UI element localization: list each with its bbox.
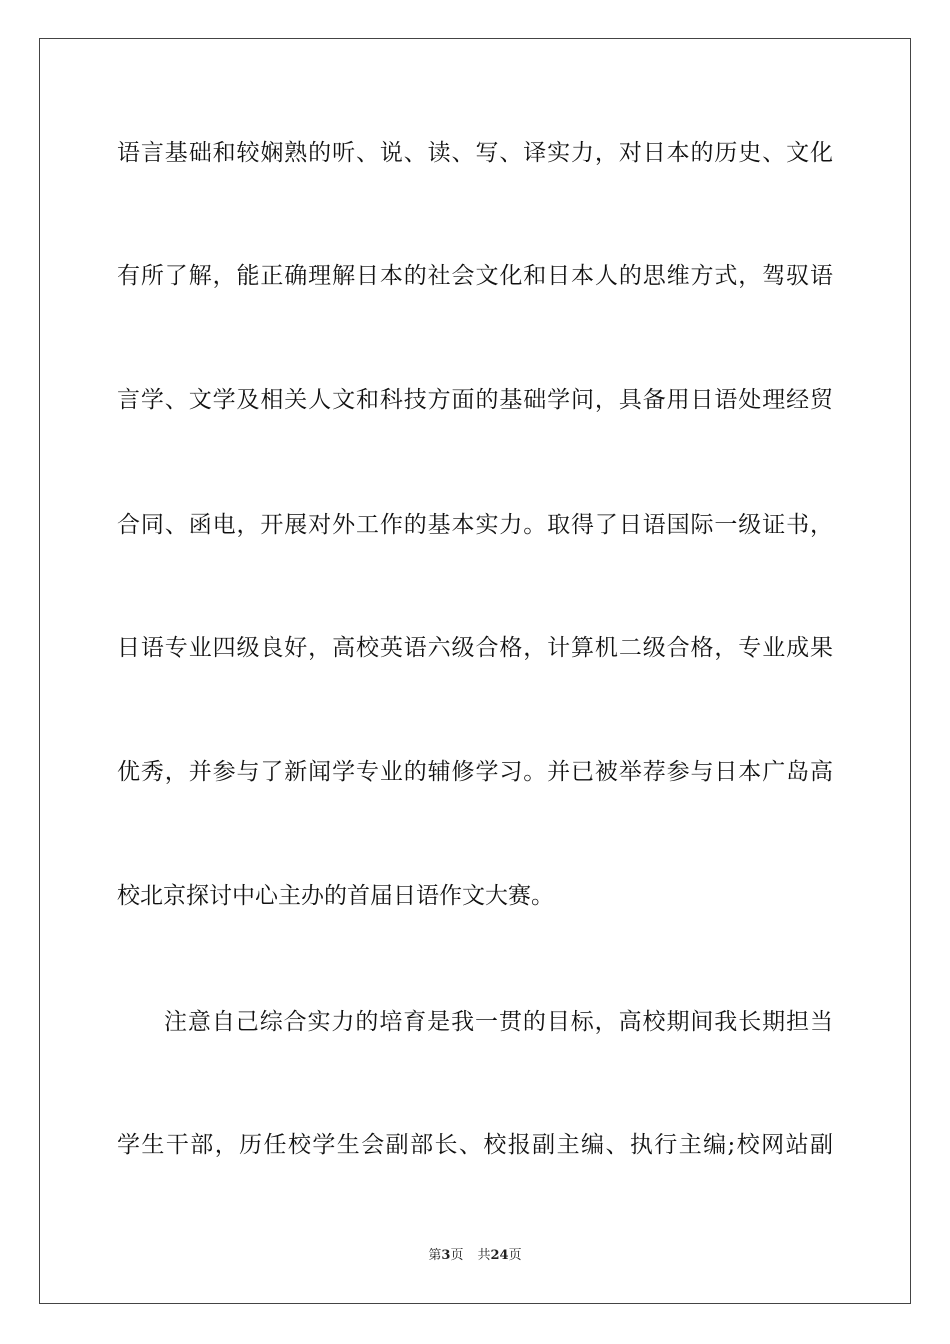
text-line-6: 优秀，并参与了新闻学专业的辅修学习。并已被举荐参与日本广岛高 <box>117 759 833 785</box>
footer-page-suffix: 页 <box>450 1248 464 1263</box>
page-footer <box>0 1247 950 1265</box>
page-border <box>39 38 911 1304</box>
footer-page-prefix: 第 <box>428 1248 442 1263</box>
text-line-9: 学生干部，历任校学生会副部长、校报副主编、执行主编;校网站副 <box>117 1132 833 1158</box>
text-line-2: 有所了解，能正确理解日本的社会文化和日本人的思维方式，驾驭语 <box>117 263 833 289</box>
footer-total-prefix: 共 <box>477 1248 491 1263</box>
text-line-5: 日语专业四级良好，高校英语六级合格，计算机二级合格，专业成果 <box>117 635 833 661</box>
text-line-7: 校北京探讨中心主办的首届日语作文大赛。 <box>117 883 554 909</box>
footer-total-pages: 24 <box>490 1248 509 1263</box>
footer-total-suffix: 页 <box>508 1248 522 1263</box>
text-line-8: 注意自己综合实力的培育是我一贯的目标，高校期间我长期担当 <box>164 1009 833 1035</box>
text-line-1: 语言基础和较娴熟的听、说、读、写、译实力，对日本的历史、文化 <box>117 140 833 166</box>
text-line-4: 合同、函电，开展对外工作的基本实力。取得了日语国际一级证书， <box>117 512 833 538</box>
footer-current-page: 3 <box>441 1248 451 1263</box>
text-line-3: 言学、文学及相关人文和科技方面的基础学问，具备用日语处理经贸 <box>117 387 833 413</box>
